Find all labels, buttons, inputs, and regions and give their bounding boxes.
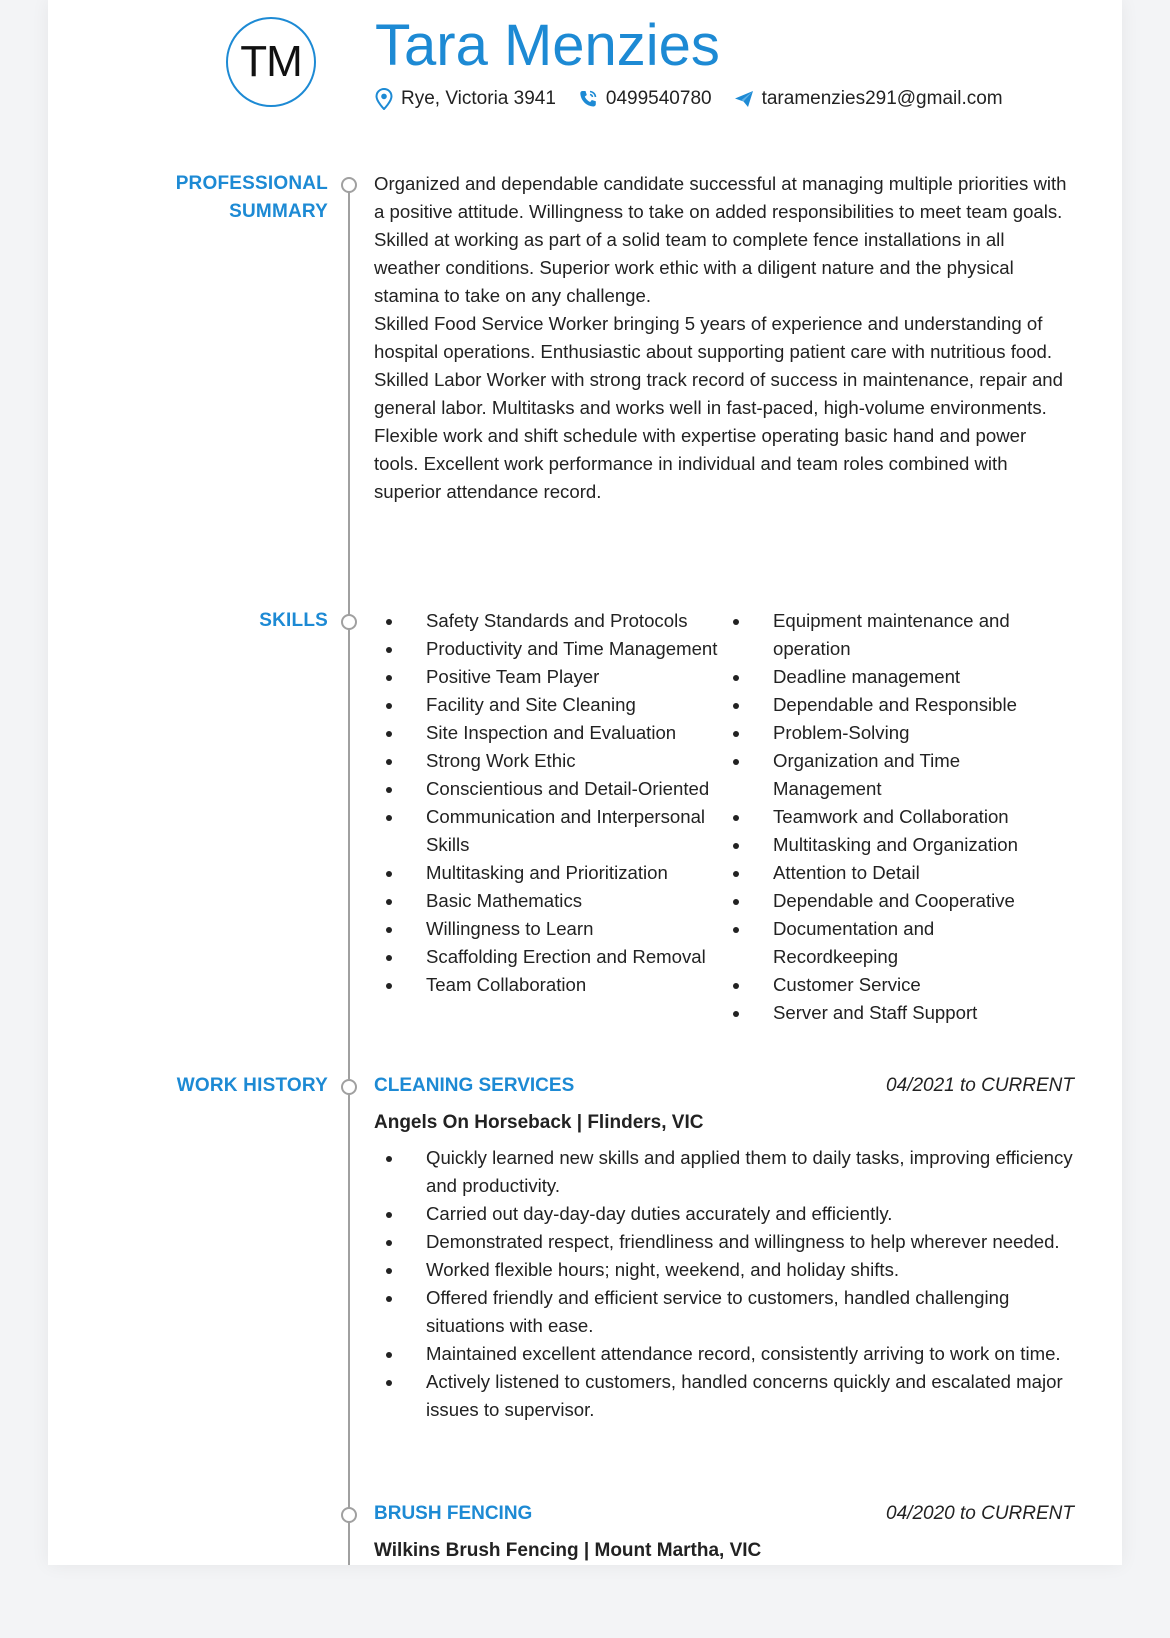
email-text: taramenzies291@gmail.com xyxy=(761,88,1003,109)
location-text: Rye, Victoria 3941 xyxy=(401,88,556,109)
skill-item: Problem-Solving xyxy=(721,719,1041,747)
job-bullet: Demonstrated respect, friendliness and willingness to help wherever needed. xyxy=(374,1228,1074,1256)
skills-column-1 xyxy=(374,607,721,1027)
skill-item: Server and Staff Support xyxy=(721,999,1041,1027)
timeline-node-summary xyxy=(341,177,357,193)
job-bullet: Worked flexible hours; night, weekend, and holiday shifts. xyxy=(374,1256,1074,1284)
skill-item: Positive Team Player xyxy=(374,663,721,691)
skill-item: Willingness to Learn xyxy=(374,915,721,943)
map-pin-icon xyxy=(375,88,393,110)
skill-item: Strong Work Ethic xyxy=(374,747,721,775)
job-company: Angels On Horseback | Flinders, VIC xyxy=(374,1112,704,1133)
resume-page xyxy=(48,0,1122,1565)
summary-title-line1: PROFESSIONAL xyxy=(175,173,328,194)
job-bullet: Actively listened to customers, handled concerns quickly and escalated major issues to supervisor. xyxy=(374,1368,1074,1424)
skills-column-2 xyxy=(721,607,1041,1027)
job-dates: 04/2021 to CURRENT xyxy=(886,1075,1074,1096)
skill-item: Scaffolding Erection and Removal xyxy=(374,943,721,971)
summary-title-line2: SUMMARY xyxy=(229,201,328,222)
contact-email[interactable] xyxy=(734,88,1003,110)
monogram-badge xyxy=(226,17,316,107)
skill-item: Communication and Interpersonal Skills xyxy=(374,803,721,859)
skill-item: Documentation and Recordkeeping xyxy=(721,915,1041,971)
section-title-work-history: WORK HISTORY xyxy=(176,1075,328,1096)
contact-location xyxy=(375,88,556,110)
timeline-node-work xyxy=(341,1079,357,1095)
candidate-name: Tara Menzies xyxy=(375,13,720,78)
section-title-skills: SKILLS xyxy=(259,610,328,631)
job-bullet: Carried out day-day-day duties accurately and efficiently. xyxy=(374,1200,1074,1228)
section-title-summary xyxy=(176,170,328,226)
skill-item: Teamwork and Collaboration xyxy=(721,803,1041,831)
skill-item: Multitasking and Organization xyxy=(721,831,1041,859)
summary-paragraph: Organized and dependable candidate successful at managing multiple priorities with a positive attitude. Willingness to take on added responsibilities to meet team goals. xyxy=(374,173,1067,222)
timeline-line xyxy=(348,186,350,1565)
job-dates: 04/2020 to CURRENT xyxy=(886,1503,1074,1524)
summary-paragraph: Skilled at working as part of a solid team to complete fence installations in all weather conditions. Superior work ethic with a diligent nature and the physical stamina to take on any challenge. xyxy=(374,229,1014,306)
skill-item: Facility and Site Cleaning xyxy=(374,691,721,719)
skill-item: Conscientious and Detail-Oriented xyxy=(374,775,721,803)
skill-item: Deadline management xyxy=(721,663,1041,691)
contact-phone[interactable] xyxy=(578,88,712,110)
job-header xyxy=(374,1500,1074,1528)
phone-icon xyxy=(578,89,598,109)
skill-item: Equipment maintenance and operation xyxy=(721,607,1041,663)
summary-paragraph: Skilled Food Service Worker bringing 5 years of experience and understanding of hospital operations. Enthusiastic about supporting patient care with nutritious food. xyxy=(374,313,1053,362)
job-entry xyxy=(374,1072,1074,1424)
job-company: Wilkins Brush Fencing | Mount Martha, VIC xyxy=(374,1540,762,1561)
skill-item: Attention to Detail xyxy=(721,859,1041,887)
skill-item: Organization and Time Management xyxy=(721,747,1041,803)
phone-text: 0499540780 xyxy=(605,88,712,109)
skill-item: Customer Service xyxy=(721,971,1041,999)
skill-item: Site Inspection and Evaluation xyxy=(374,719,721,747)
skill-item: Dependable and Responsible xyxy=(721,691,1041,719)
skill-item: Multitasking and Prioritization xyxy=(374,859,721,887)
skills-list xyxy=(374,607,1074,1027)
job-bullets xyxy=(374,1144,1074,1424)
job-header xyxy=(374,1072,1074,1100)
contact-bar xyxy=(375,85,1025,113)
job-entry xyxy=(374,1500,1074,1565)
skill-item: Team Collaboration xyxy=(374,971,721,999)
timeline-node-skills xyxy=(341,614,357,630)
summary-paragraph: Skilled Labor Worker with strong track record of success in maintenance, repair and general labor. Multitasks and works well in fast-paced, high-volume environments. Flexible work and shift schedule with expertise operating basic hand and power tools. Excellent work performance in individual and team roles combined with superior attendance record. xyxy=(374,369,1063,502)
summary-body xyxy=(374,170,1074,506)
job-title: BRUSH FENCING xyxy=(374,1503,533,1524)
skill-item: Basic Mathematics xyxy=(374,887,721,915)
job-bullet: Offered friendly and efficient service to customers, handled challenging situations with ease. xyxy=(374,1284,1074,1340)
send-icon xyxy=(734,90,754,108)
timeline-node-job-2 xyxy=(341,1507,357,1523)
job-bullet: Maintained excellent attendance record, consistently arriving to work on time. xyxy=(374,1340,1074,1368)
job-title: CLEANING SERVICES xyxy=(374,1075,575,1096)
skill-item: Dependable and Cooperative xyxy=(721,887,1041,915)
skill-item: Safety Standards and Protocols xyxy=(374,607,721,635)
monogram-initials: TM xyxy=(240,37,302,86)
job-bullet: Quickly learned new skills and applied them to daily tasks, improving efficiency and productivity. xyxy=(374,1144,1074,1200)
skill-item: Productivity and Time Management xyxy=(374,635,721,663)
